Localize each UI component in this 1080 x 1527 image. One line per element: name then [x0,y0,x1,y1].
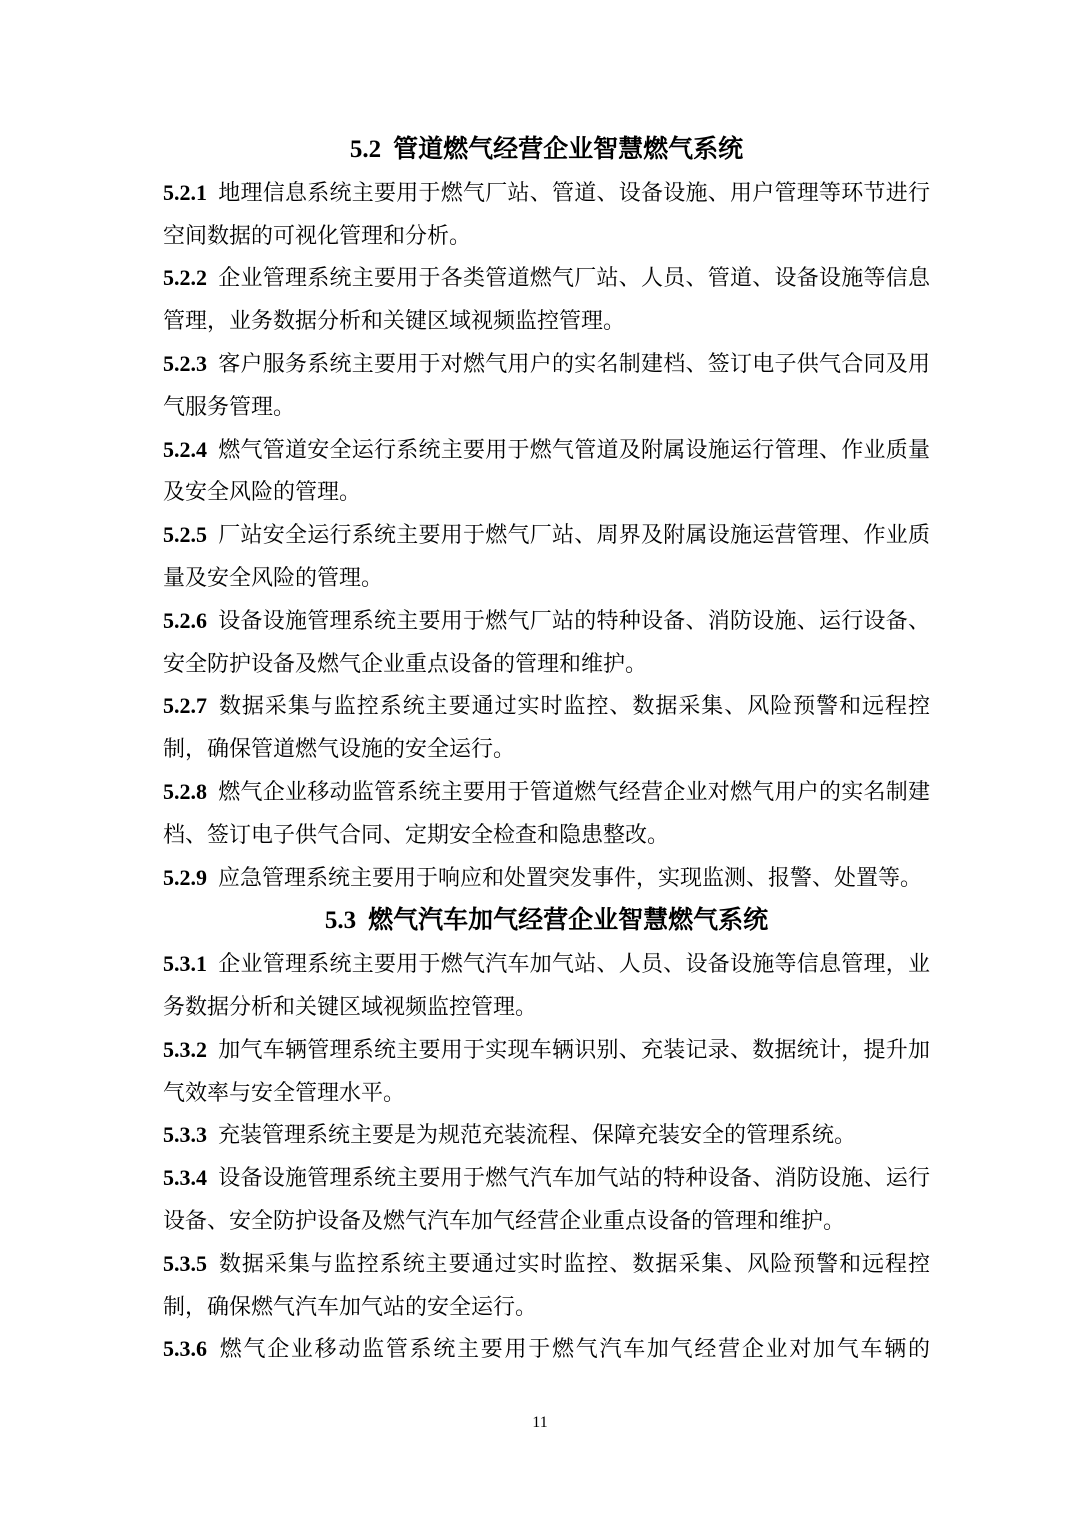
clause-number: 5.2.6 [163,607,207,633]
clause-text: 充装管理系统主要是为规范充装流程、保障充装安全的管理系统。 [218,1122,857,1148]
clause-5-3-6 [163,1328,930,1371]
clause-number: 5.2.5 [163,522,207,548]
page-number: 11 [532,1414,548,1431]
clause-number: 5.2.2 [163,265,207,291]
clause-number: 5.2.1 [163,179,207,205]
clause-text: 应急管理系统主要用于响应和处置突发事件，实现监测、报警、处置等。 [218,864,923,890]
section-number: 5.3 [324,907,357,935]
clause-5-2-3 [163,343,930,429]
section-title: 管道燃气经营企业智慧燃气系统 [393,135,744,163]
clause-number: 5.2.9 [163,864,207,890]
clause-text: 数据采集与监控系统主要通过实时监控、数据采集、风险预警和远程控制，确保燃气汽车加气站的安全运行。 [163,1250,930,1319]
clause-text: 地理信息系统主要用于燃气厂站、管道、设备设施、用户管理等环节进行空间数据的可视化管理和分析。 [163,179,930,248]
clause-5-3-2 [163,1029,930,1115]
clause-number: 5.3.5 [163,1250,207,1276]
clause-5-3-1 [163,943,930,1029]
clause-5-3-4 [163,1157,930,1243]
clause-5-2-9 [163,857,930,900]
clause-number: 5.2.8 [163,778,207,804]
clause-text: 设备设施管理系统主要用于燃气厂站的特种设备、消防设施、运行设备、安全防护设备及燃气企业重点设备的管理和维护。 [163,607,930,676]
clause-number: 5.2.3 [163,350,207,376]
clause-5-2-6 [163,600,930,686]
clause-5-2-7 [163,685,930,771]
section-heading-5-2 [163,128,930,172]
clause-text: 燃气企业移动监管系统主要用于燃气汽车加气经营企业对加气车辆的 [218,1336,930,1362]
page-footer [0,1412,1080,1434]
clause-text: 企业管理系统主要用于各类管道燃气厂站、人员、管道、设备设施等信息管理，业务数据分析和关键区域视频监控管理。 [163,265,930,334]
section-title: 燃气汽车加气经营企业智慧燃气系统 [368,906,769,935]
clause-5-2-1 [163,172,930,258]
clause-number: 5.2.7 [163,693,207,719]
clause-text: 企业管理系统主要用于燃气汽车加气站、人员、设备设施等信息管理，业务数据分析和关键区域视频监控管理。 [163,951,930,1019]
clause-5-3-3 [163,1114,930,1157]
clause-text: 设备设施管理系统主要用于燃气汽车加气站的特种设备、消防设施、运行设备、安全防护设备及燃气汽车加气经营企业重点设备的管理和维护。 [163,1165,930,1233]
clause-number: 5.3.1 [163,951,207,977]
clause-number: 5.2.4 [163,436,207,462]
section-number: 5.2 [349,136,382,163]
clause-number: 5.3.3 [163,1122,207,1148]
clause-number: 5.3.2 [163,1036,207,1062]
clause-5-2-4 [163,429,930,515]
content-area [163,128,930,1371]
clause-text: 燃气企业移动监管系统主要用于管道燃气经营企业对燃气用户的实名制建档、签订电子供气合同、定期安全检查和隐患整改。 [163,778,930,847]
clause-number: 5.3.6 [163,1336,207,1362]
clause-text: 厂站安全运行系统主要用于燃气厂站、周界及附属设施运营管理、作业质量及安全风险的管理。 [163,522,930,590]
clause-text: 加气车辆管理系统主要用于实现车辆识别、充装记录、数据统计，提升加气效率与安全管理水平。 [163,1036,930,1105]
clause-5-2-8 [163,771,930,857]
clause-text: 客户服务系统主要用于对燃气用户的实名制建档、签订电子供气合同及用气服务管理。 [163,350,930,419]
clause-text: 燃气管道安全运行系统主要用于燃气管道及附属设施运行管理、作业质量及安全风险的管理。 [163,436,930,505]
section-heading-5-3 [163,899,930,943]
clause-text: 数据采集与监控系统主要通过实时监控、数据采集、风险预警和远程控制，确保管道燃气设施的安全运行。 [163,693,930,762]
clause-number: 5.3.4 [163,1165,207,1191]
clause-5-2-2 [163,257,930,343]
clause-5-2-5 [163,514,930,600]
clause-5-3-5 [163,1243,930,1329]
